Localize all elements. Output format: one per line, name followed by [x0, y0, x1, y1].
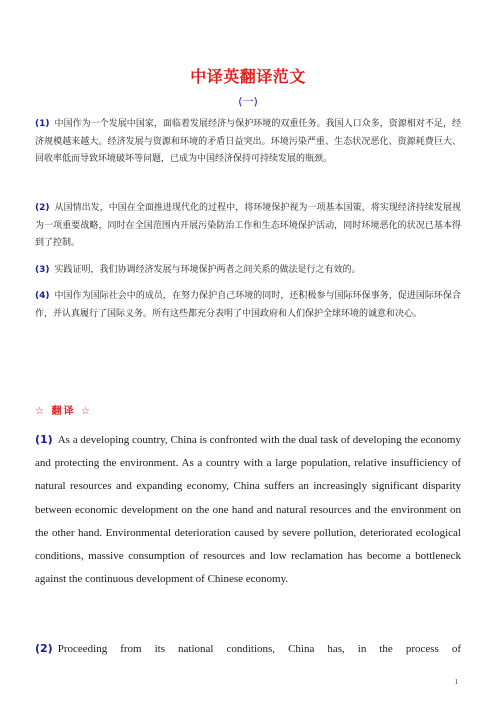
- paragraph-number: (4): [35, 291, 50, 301]
- chinese-paragraph-1: [35, 116, 461, 169]
- paragraph-number: (2): [35, 642, 53, 655]
- paragraph-text: 中国作为一个发展中国家，面临着发展经济与保护环境的双重任务。我国人口众多，资源相对不足，经济规模越来越大。经济发展与资源和环境的矛盾日益突出。环境污染严重、生态状况恶化、资源耗费巨大、回收率低而导致环境破坏等问题，已成为中国经济保持可持续发展的瓶颈。: [35, 119, 461, 164]
- page-number: 1: [454, 678, 458, 686]
- english-paragraph-1: [35, 428, 461, 591]
- paragraph-number: (2): [35, 203, 50, 213]
- document-subtitle: (一): [238, 95, 258, 108]
- chinese-paragraph-4: [35, 288, 461, 323]
- english-paragraph-2: [35, 637, 461, 661]
- paragraph-number: (3): [35, 265, 50, 275]
- chinese-paragraph-2: [35, 200, 461, 253]
- paragraph-number: (1): [35, 433, 53, 446]
- paragraph-text: As a developing country, China is confronted with the dual task of developing the economy and protecting the environment. As a country with a large population, relative insufficiency of natural resources and expanding economy, China suffers an increasingly significant disparity between economic development on the one hand and natural resources and the environment on the other hand. Environmental deterioration caused by severe pollution, deteriorated ecological conditions, massive consumption of resources and low reclamation has become a bottleneck against the continuous development of Chinese economy.: [35, 434, 461, 586]
- paragraph-text: 中国作为国际社会中的成员，在努力保护自己环境的同时，还积极参与国际环保事务，促进国际环保合作，并认真履行了国际义务。所有这些都充分表明了中国政府和人们保护全球环境的诚意和决心。: [35, 291, 461, 319]
- translation-heading: ☆ 翻译 ☆: [35, 406, 92, 417]
- paragraph-number: (1): [35, 119, 50, 129]
- chinese-paragraph-3: [35, 262, 461, 280]
- document-title: 中译英翻译范文: [190, 67, 306, 86]
- paragraph-text: 从国情出发，中国在全面推进现代化的过程中，将环境保护视为一项基本国策，将实现经济持续发展视为一项重要战略，同时在全国范围内开展污染防治工作和生态环境保护活动，同时环境恶化的状况已基本得到了控制。: [35, 203, 461, 248]
- paragraph-text: Proceeding from its national conditions, China has, in the process of: [57, 643, 461, 655]
- paragraph-text: 实践证明，我们协调经济发展与环境保护两者之间关系的做法是行之有效的。: [54, 265, 361, 275]
